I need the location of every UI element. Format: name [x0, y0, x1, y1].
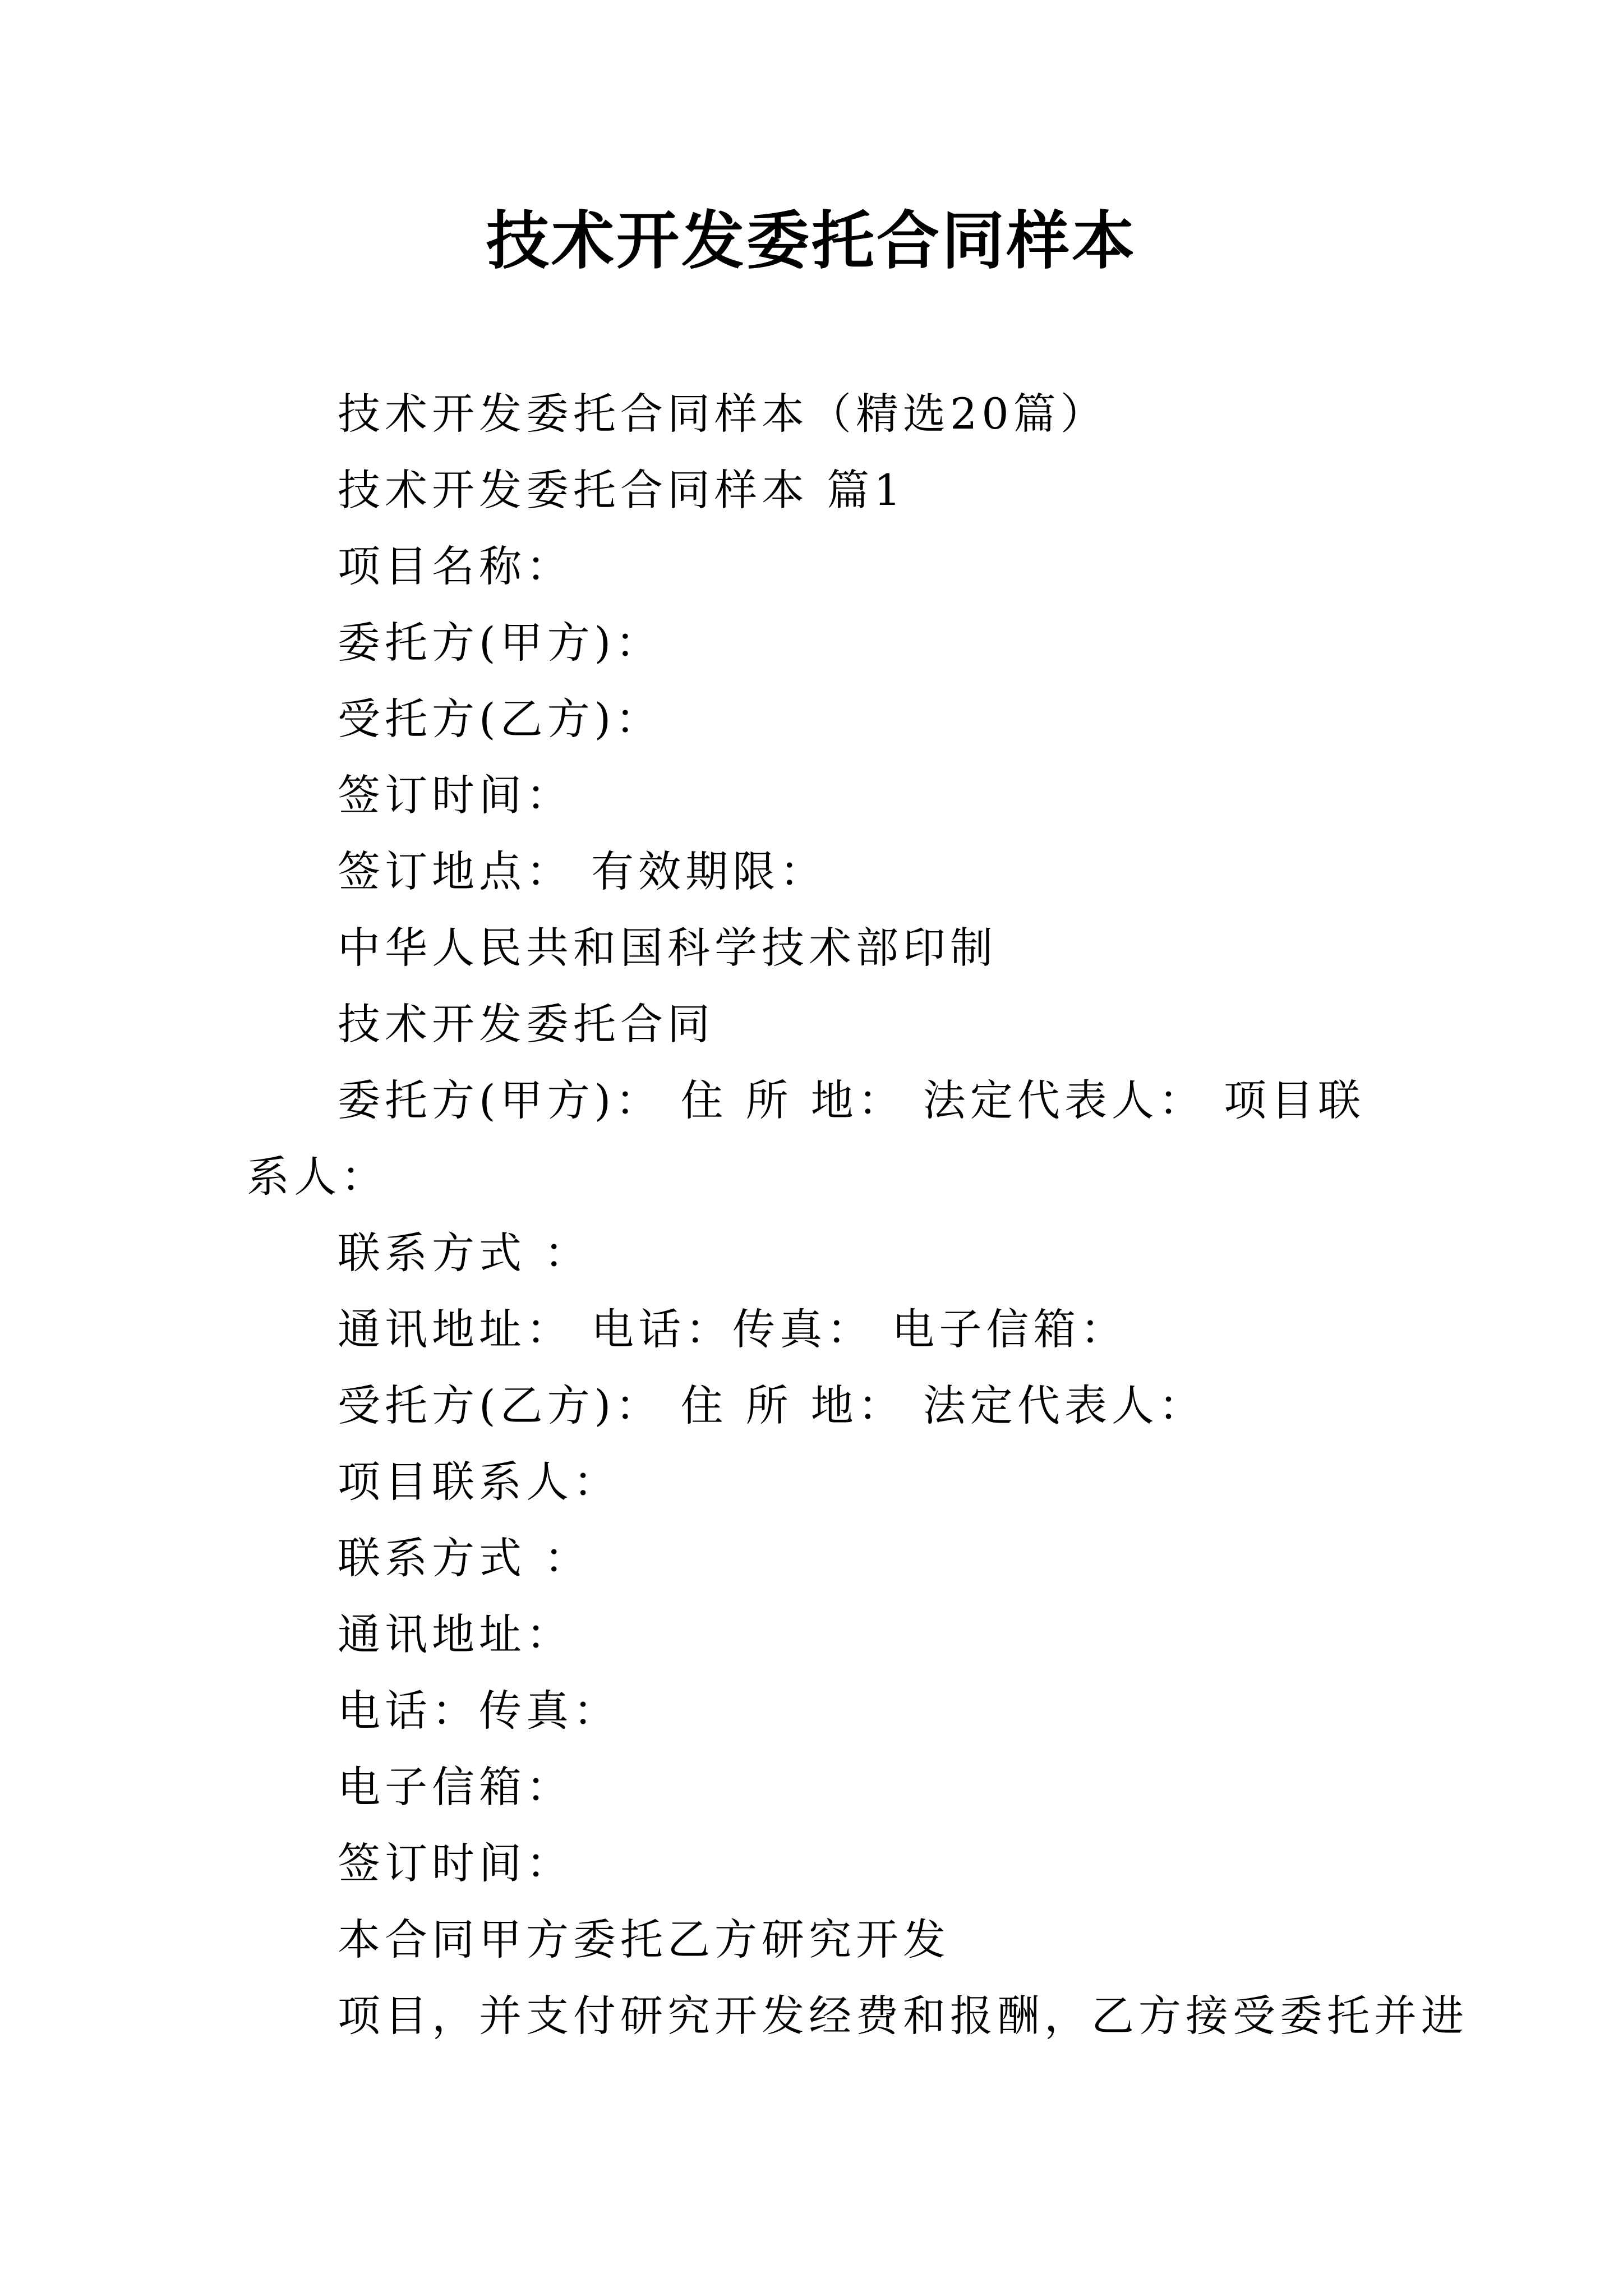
- paragraph-contractor-contact: 联系方式 ：: [338, 1533, 592, 1583]
- paragraph-contractor-signing-time: 签订时间：: [338, 1838, 573, 1888]
- paragraph-client-contact: 联系方式 ：: [338, 1228, 592, 1278]
- paragraph-contractor-details: 受托方(乙方)： 住 所 地： 法定代表人：: [338, 1381, 1206, 1430]
- paragraph-contractor-phone: 电话：传真：: [338, 1686, 620, 1736]
- paragraph-project-name: 项目名称：: [338, 541, 573, 591]
- paragraph-body-2: 项目，并支付研究开发经费和报酬，乙方接受委托并进: [338, 1991, 1468, 2041]
- paragraph-client-address: 通讯地址： 电话：传真： 电子信箱：: [338, 1304, 1128, 1354]
- paragraph-client: 委托方(甲方)：: [338, 618, 663, 668]
- paragraph-client-details: 委托方(甲方)： 住 所 地： 法定代表人： 项目联系人：: [247, 1075, 1366, 1202]
- paragraph-contractor-address: 通讯地址：: [338, 1609, 573, 1659]
- paragraph-signing-place: 签订地点： 有效期限：: [338, 846, 827, 896]
- paragraph-contractor: 受托方(乙方)：: [338, 694, 663, 744]
- paragraph-contractor-liaison: 项目联系人：: [338, 1457, 620, 1507]
- paragraph-subtitle: 技术开发委托合同样本（精选20篇）: [338, 389, 1108, 439]
- paragraph-body-1: 本合同甲方委托乙方研究开发: [338, 1915, 950, 1964]
- paragraph-contractor-email: 电子信箱：: [338, 1762, 573, 1812]
- paragraph-contract-heading: 技术开发委托合同: [338, 999, 714, 1049]
- paragraph-issuer: 中华人民共和国科学技术部印制: [338, 923, 997, 973]
- paragraph-signing-time: 签订时间：: [338, 770, 573, 820]
- document-title: 技术开发委托合同样本: [486, 204, 1137, 278]
- document-body: [247, 376, 1468, 2054]
- paragraph-section-heading: 技术开发委托合同样本 篇1: [338, 465, 906, 515]
